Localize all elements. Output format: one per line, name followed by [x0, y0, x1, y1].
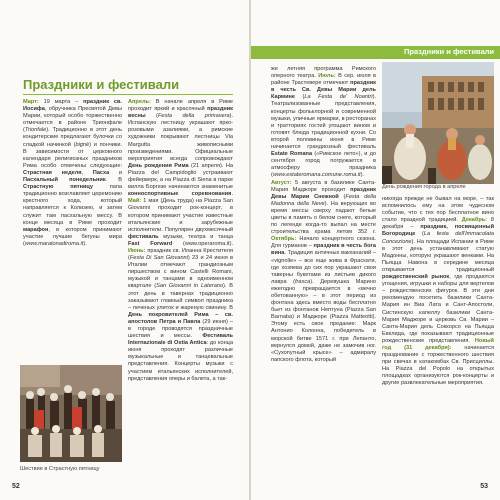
text-run: Пасхальный понедельник — [23, 177, 106, 184]
text-run: марафон — [23, 226, 49, 233]
paragraph — [128, 99, 233, 383]
text-run: фестиваль — [128, 233, 159, 240]
text-run: ). — [360, 172, 364, 179]
text-run: праздник св. Иосифа — [23, 99, 122, 113]
text-run: Апрель: — [128, 99, 156, 105]
text-run: День рождения Рима — [128, 162, 189, 169]
text-run: праздник в честь Св. Девы Марии дель Карминe — [271, 80, 376, 101]
text-run: Июль: — [318, 73, 339, 80]
text-run: Trionfale — [24, 127, 47, 134]
text-run: праздник в честь бога вина — [271, 243, 376, 257]
text-run: , — [81, 169, 93, 176]
text-run: Май: — [128, 198, 144, 205]
text-run: ). В этот день в тавернах традиционно заказывают главный символ праздника – печеных улиток и жареную свинину. В — [128, 283, 233, 311]
text-run: Октябрь: — [271, 236, 300, 243]
text-run: : до конца июня проходят различные музыкальные и танцевальные представления. Концерты музыки с участием итальянских исполнителей, представления оперы и балета, а так- — [128, 340, 233, 382]
left-column-march — [23, 99, 122, 364]
text-run: ). На площади Испании в Риме в этот день устанавливают статую Мадонны, которую украшают венками. На Пьяцца Навона в середине месяца открывается традиционный — [382, 238, 494, 273]
text-run: . Традиция античных вакханалий – «vignolle» – все еще жива в Фраскати, где хозяева до сих пор украшают свои таверны букетами из листьев дикого лавра ( — [271, 250, 376, 285]
text-run: Festa della Madonna della Neve — [271, 193, 376, 207]
text-run: Новый год (31 декабря): — [382, 337, 494, 351]
text-run: 1 мая (День труда) на Piazza San Giovanni проходит рок-концерт, в котором принимают участие известные итальянские и зарубежные исполнители. Популярен двухмесячный — [128, 198, 233, 233]
text-run: Страстная неделя — [23, 169, 82, 176]
text-run: праздник Девы Марии Снежной — [271, 186, 376, 200]
text-run: 5 августа в базилике Санта-Мария Маджоре проходит — [271, 179, 376, 193]
text-run: ) 23 и 24 июня в Италии отмечают грандиозным пиршеством с вином Castelli Romani, музыкой и танцами в одноименном квартале ( — [128, 255, 233, 290]
text-run: Estate Romana — [271, 151, 313, 158]
page-title: Праздники и фестивали — [23, 77, 180, 92]
text-run: ). — [83, 240, 87, 247]
text-run: frasca — [295, 278, 311, 285]
text-run: Фестиваль Internazionale di Ostia Antica — [128, 333, 233, 347]
paragraph — [23, 99, 122, 248]
text-run: ). Театрализованные представления, концерты фольклорной и современной музыки, уличные ярмарки, в ресторанах и тратториях гостей угощают вином и готовят блюда традиционной кухни. Со второй половины июня в Риме начинается грандиозный фестиваль — [271, 94, 376, 151]
text-run: Festa della primavera — [158, 113, 230, 120]
text-run: праздник св. Иоанна Крестителя ( — [128, 247, 233, 262]
text-run: же летняя программа Римского оперного театра. — [271, 66, 376, 80]
text-run: Festa Di San Giovanni — [129, 255, 188, 262]
text-run: ( — [145, 113, 158, 120]
text-run: San Giovanni in Laterano — [156, 283, 224, 290]
text-run: , где продаются угощения, игрушки и наборы для вертепов – рождественских фигурок. В эти дни рекомендую посетить базилики Санта-Мария ин Виа Лата и Сант-Апостоли, Систинскую капеллу базилики Санта-Мария Маджоре и церковь Св. Марии – Санта-Мария дель Соккорсо на Пьяцца Евклида, где показывают традиционные рождественские представления. — [382, 274, 494, 344]
text-run: музыки, театра и танца — [158, 233, 233, 240]
left-page — [0, 0, 249, 500]
text-run: День покровителей Рима – св. апостолов Петра и Павла — [128, 311, 233, 325]
text-run: . В — [105, 177, 122, 184]
text-run: Fast Forward — [128, 240, 173, 247]
text-run: Пасха — [92, 169, 110, 176]
text-run: . — [231, 191, 233, 198]
text-run: www.estateromana.comune.roma.it — [272, 172, 361, 179]
text-run: ). Испанскую лестницу украшают ярко-розовыми азалиями, а римские художники покрывают лестницы Via Margutta живописными произведениями. Официальные мероприятия всегда сопровождают — [128, 113, 233, 162]
text-run: (29 июня) – в городе проводятся праздничные шествия и мессы. — [128, 318, 233, 340]
left-column-april-june — [128, 99, 233, 471]
good-friday-procession-photo — [20, 365, 122, 462]
text-run: ). Традиционно в этот день кондитерские предлагают булочки со сладкой начинкой ( — [23, 127, 122, 148]
text-run: ( — [295, 94, 305, 101]
text-run: (www.operaroma.it). — [172, 240, 233, 247]
page-number-right: 53 — [480, 483, 488, 490]
paragraph — [382, 196, 494, 388]
text-run: конноспортивные соревнования — [128, 191, 232, 198]
text-run: ). На верующих во время мессы сверху падают белые цветы в память о белом снеге, который по легенде когда-то выпал на месте строительства храма летом 352 г. — [271, 200, 376, 236]
text-run: 19 марта – — [43, 99, 84, 105]
text-run: , обручника Пресвятой Девы Марии, который особо торжественно отмечается в районе Трионфале ( — [23, 106, 122, 134]
title-underline — [23, 94, 233, 95]
text-run: ( — [338, 193, 346, 200]
text-run: (21 апреля). На Piazza del Campidoglio устраивают фейерверк, а на Piazza di Siena в парке вилла Боргезе начинаются знаменитые — [128, 162, 233, 191]
text-run: Начало концертного сезона. Для гурманов – — [271, 236, 376, 250]
text-run: Август: — [271, 179, 296, 186]
right-photo-caption: День рождения города в апреле — [382, 184, 466, 190]
text-run: ) и пончики. В зависимости от церковного календаря религиозных праздников Рима особо отмечены следующие: — [23, 141, 122, 169]
text-run: ( — [415, 231, 424, 238]
text-run: В сер. июля в районе Трастевере отмечают — [271, 73, 376, 87]
left-photo-caption: Шествие в Страстную пятницу — [20, 466, 100, 472]
right-column-december-newyear — [382, 196, 494, 496]
text-run: , в котором принимают участие лучшие бегуны мира ( — [23, 226, 122, 247]
text-run: Июнь: — [128, 247, 148, 254]
text-run: начинается празднование с торжественного шествия при свечах в катакомбах Св. Присциллы. На Piazza del Popolo на открытых площадках организуются рок-концерты и другие развлекательные мероприятия. — [382, 344, 494, 387]
text-run: папа традиционно возглавляет церемонию крестного хода, который направляется к Колизею, и затем служит там пасхальную мессу. В конце месяца в Риме проходит — [23, 184, 122, 226]
text-run: 8 декабря – — [382, 217, 494, 231]
text-run: В начале апреля в Риме проходит яркий и красочный — [128, 99, 233, 113]
text-run: праздник весны — [128, 106, 233, 120]
text-run: праздник, посвященный Богородице — [382, 224, 494, 238]
text-run: никогда прежде не бывал на море, – так вспомнилось ему на этом чудесном событие, что с тех пор бесплатное вино стало праздной традицией. — [382, 196, 494, 224]
text-run: La Festa de' Noantri — [304, 94, 373, 101]
text-run: и — [109, 169, 122, 176]
text-run: www.maratonadiroma.it — [24, 240, 84, 247]
paragraph — [271, 66, 376, 364]
section-header-label: Праздники и фестивали — [403, 47, 494, 56]
text-run: ). Деревушка Марино ежегодно превращается в «вечно обетованную» – в этот период из фонтана здесь вместо воды бесплатно бьет из фонтанов Нептуна (Piazza San Barnaba) и Маджоре (Piazza Matteotti). Этому есть свое предание: Марк Антонио Колонна, победитель в морской битве 1571 г. при Лепанто, вернулся домой, даже не замочив ног. «Сухопутный крысе» – адмиралу папского флота, который — [271, 278, 376, 363]
right-page — [251, 0, 500, 500]
text-run: Страстную пятницу — [23, 184, 93, 191]
text-run: («Римское лето»), и до сентября город погружается в атмосферу праздника ( — [271, 151, 376, 179]
rome-birthday-photo — [382, 62, 494, 184]
right-column-july-october — [271, 66, 376, 476]
text-run: bignè — [75, 141, 90, 148]
section-header-band — [251, 46, 500, 59]
text-run: Декабрь: — [461, 217, 491, 224]
text-run: Март: — [23, 99, 44, 105]
text-run: рождественский рынок — [382, 274, 450, 281]
text-run: La festa dell'Immacolata Concezione — [382, 231, 494, 245]
page-number-left: 52 — [12, 483, 20, 490]
